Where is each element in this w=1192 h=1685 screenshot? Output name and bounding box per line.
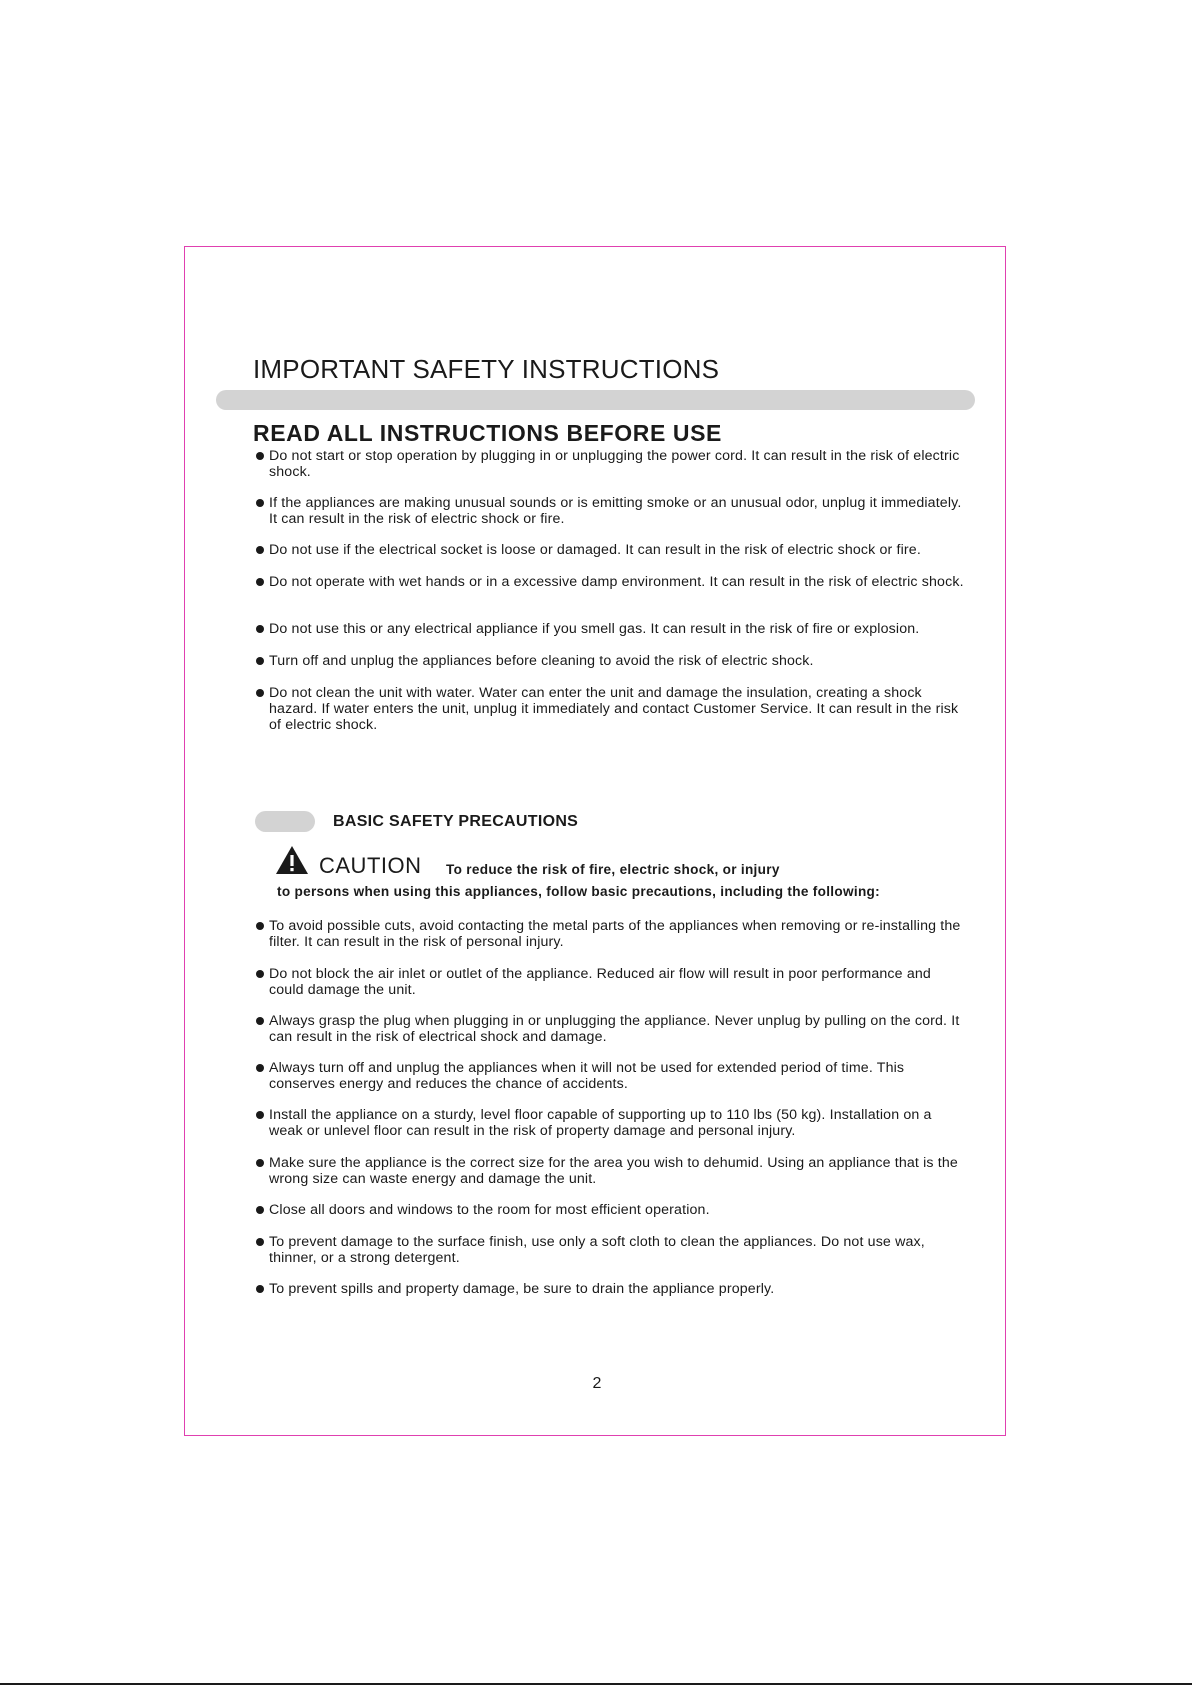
list-item: If the appliances are making unusual sounds or is emitting smoke or an unusual odor, unplug it immediately. It can result in the risk of electric shock or fire.	[269, 495, 969, 527]
caution-text-line1: To reduce the risk of fire, electric shock, or injury	[446, 862, 780, 877]
list-item: Do not start or stop operation by plugging in or unplugging the power cord. It can result in the risk of electric shock.	[269, 448, 969, 480]
list-item: Always grasp the plug when plugging in or unplugging the appliance. Never unplug by pulling on the cord. It can result in the risk of electrical shock and damage.	[269, 1013, 969, 1045]
list-item: Do not block the air inlet or outlet of the appliance. Reduced air flow will result in poor performance and could damage the unit.	[269, 966, 969, 998]
list-item: Close all doors and windows to the room for most efficient operation.	[269, 1202, 969, 1218]
list-item: To avoid possible cuts, avoid contacting the metal parts of the appliances when removing or re-installing the filter. It can result in the risk of personal injury.	[269, 918, 969, 950]
list-item: Turn off and unplug the appliances before cleaning to avoid the risk of electric shock.	[269, 653, 969, 669]
page-number: 2	[592, 1375, 602, 1392]
list-item: Always turn off and unplug the appliances when it will not be used for extended period of time. This conserves energy and reduces the chance of accidents.	[269, 1060, 969, 1092]
list-item: To prevent damage to the surface finish, use only a soft cloth to clean the appliances. Do not use wax, thinner, or a strong detergent.	[269, 1234, 969, 1266]
page-title: IMPORTANT SAFETY INSTRUCTIONS	[253, 354, 720, 384]
list-item: Make sure the appliance is the correct size for the area you wish to dehumid. Using an appliance that is the wrong size can waste energy and damage the unit.	[269, 1155, 969, 1187]
title-divider-bar	[216, 390, 975, 410]
section-marker-pill	[255, 811, 315, 832]
warning-icon	[275, 845, 309, 875]
list-item: Do not use if the electrical socket is loose or damaged. It can result in the risk of electric shock or fire.	[269, 542, 969, 558]
caution-label: CAUTION	[319, 853, 422, 878]
list-item: Do not clean the unit with water. Water can enter the unit and damage the insulation, creating a shock hazard. If water enters the unit, unplug it immediately and contact Customer Service. It can result in the risk of electric shock.	[269, 685, 969, 733]
list-item: To prevent spills and property damage, be sure to drain the appliance properly.	[269, 1281, 969, 1297]
section-heading-basic: BASIC SAFETY PRECAUTIONS	[333, 813, 579, 830]
section-heading-read-all: READ ALL INSTRUCTIONS BEFORE USE	[253, 420, 723, 446]
list-item: Do not operate with wet hands or in a excessive damp environment. It can result in the risk of electric shock.	[269, 574, 969, 590]
caution-text-line2: to persons when using this appliances, follow basic precautions, including the following:	[277, 884, 880, 899]
list-item: Install the appliance on a sturdy, level floor capable of supporting up to 110 lbs (50 kg). Installation on a weak or unlevel floor can result in the risk of property damage and personal injury.	[269, 1107, 969, 1139]
list-item: Do not use this or any electrical appliance if you smell gas. It can result in the risk of fire or explosion.	[269, 621, 969, 637]
